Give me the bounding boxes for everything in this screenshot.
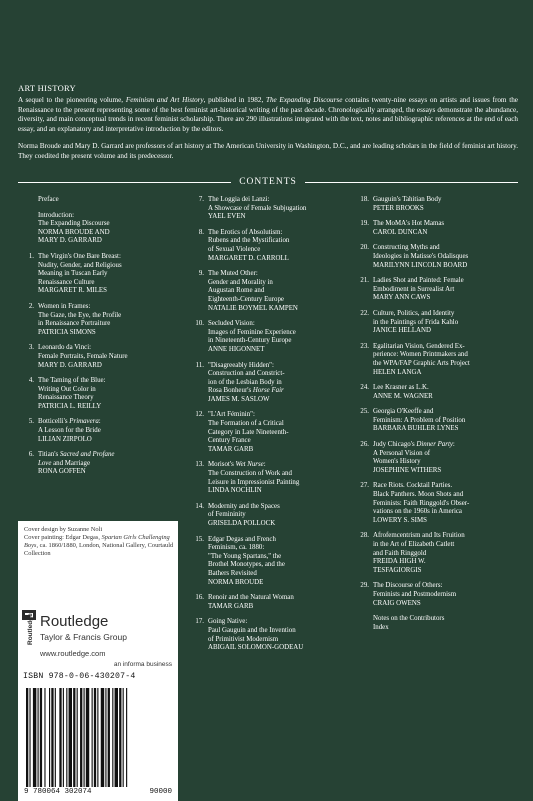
- toc-entry-title: Gauguin's Tahitian Body: [373, 196, 442, 203]
- barcode-number: 9 780064 302074: [24, 788, 92, 796]
- toc-entry-title: "L'Art Féminin": The Formation of a Critical Category in Late Nineteenth- Century France: [208, 411, 289, 445]
- toc-entry-title: Ladies Shot and Painted: Female Embodiment in Surrealist Art: [373, 277, 464, 293]
- toc-entry-number: 25.: [360, 408, 369, 416]
- toc-entry-title: Botticelli's Primavera: A Lesson for the Bride: [38, 418, 101, 435]
- barcode: [22, 688, 172, 787]
- toc-entry-title: Women in Frames: The Gaze, the Eye, the Profile in Renaissance Portraiture: [38, 302, 122, 328]
- toc-entry-number: 4.: [28, 377, 34, 385]
- toc-entry-number: 22.: [360, 309, 369, 317]
- toc-entry-author: TAMAR GARB: [208, 602, 254, 610]
- toc-entry-number: 12.: [195, 411, 204, 419]
- toc-entry-title: The Loggia dei Lanzi: A Showcase of Female Subjugation: [208, 196, 307, 212]
- toc-entry-author: MARY ANN CAWS: [373, 294, 431, 302]
- toc-entry: [355, 310, 520, 336]
- toc-entry: [20, 377, 175, 411]
- toc-entry-author: JOSEPHINE WITHERS: [373, 466, 442, 474]
- toc-entry: [190, 196, 355, 222]
- toc-entry-title: The Taming of the Blue: Writing Out Color in Renaissance Theory: [38, 377, 106, 402]
- toc-entry: [355, 482, 520, 525]
- toc-entry: [190, 320, 355, 354]
- isbn: ISBN 978-0-06-430207-4: [23, 672, 136, 681]
- toc-entry-number: 15.: [195, 535, 204, 543]
- barcode-price: 90000: [149, 788, 172, 796]
- toc-entry-title: The MoMA's Hot Mamas: [373, 220, 445, 228]
- toc-entry-author: ANNE M. WAGNER: [373, 392, 433, 400]
- toc-entry-title: The Discourse of Others: Feminists and Postmodernism: [373, 582, 457, 598]
- toc-entry-author: ABIGAIL SOLOMON-GODEAU: [208, 644, 304, 652]
- toc-entry-number: 21.: [360, 277, 369, 285]
- toc-entry-number: 9.: [198, 270, 204, 278]
- editors-bio: Norma Broude and Mary D. Garrard are professors of art history at The American University in Washington, D.C., and are leading scholars in the field of feminist art history. They coedited the present volume and its predecessor.: [18, 142, 518, 160]
- cover-credits: Cover design by Suzanne Noli Cover painting: Edgar Degas, Spartan Girls Challenging Boys, ca. 1860/1880, London, National Gallery, Courtauld Collection: [24, 526, 174, 557]
- toc-entry-author: NATALIE BOYMEL KAMPEN: [208, 304, 298, 312]
- toc-entry-author: PATRICIA SIMONS: [38, 328, 96, 336]
- toc-entry: [355, 384, 520, 401]
- toc-entry-author: LILIAN ZIRPOLO: [38, 435, 92, 443]
- toc-entry-author: GRISELDA POLLOCK: [208, 520, 276, 527]
- toc-entry-author: LOWERY S. SIMS: [373, 516, 427, 524]
- toc-entry-title: The Muted Other: Gender and Morality in Augustan Rome and Eighteenth-Century Europe: [208, 270, 284, 303]
- toc-entry-author: NORMA BROUDE AND MARY D. GARRARD: [38, 228, 110, 245]
- toc-entry: [20, 418, 175, 444]
- toc-entry: [355, 408, 520, 434]
- toc-entry-title: Culture, Politics, and Identity in the Paintings of Frida Kahlo: [373, 309, 459, 326]
- toc-entry-title: Preface: [38, 196, 59, 203]
- toc-entry-title: "Disagreeably Hidden": Construction and Constrict- ion of the Lesbian Body in Rosa Bonheur's Horse Fair: [208, 361, 285, 395]
- toc-entry-title: Notes on the Contributors Index: [373, 615, 445, 631]
- routledge-logo-icon: [22, 610, 36, 646]
- toc-entry-number: 6.: [28, 451, 34, 459]
- toc-entry-number: 27.: [360, 482, 369, 490]
- toc-entry: [190, 411, 355, 454]
- toc-entry-title: The Erotics of Absolutism: Rubens and the Mystification of Sexual Violence: [208, 228, 290, 253]
- toc-entry-title: Secluded Vision: Images of Feminine Experience in Nineteenth-Century Europe: [208, 320, 296, 345]
- toc-entry-number: 8.: [198, 228, 204, 236]
- toc-entry-title: Edgar Degas and French Feminism, ca. 1880: "The Young Spartans," the Brothel Monotypes, and the Bathers Revisited: [208, 535, 285, 577]
- toc-column-3: [355, 196, 520, 639]
- toc-entry: [20, 451, 175, 477]
- toc-entry: [355, 220, 520, 237]
- rule-left: [18, 182, 231, 183]
- rule-right: [305, 182, 518, 183]
- toc-entry-number: 2.: [28, 302, 34, 310]
- toc-entry-number: 20.: [360, 244, 369, 252]
- toc-entry-title: Modernity and the Spaces of Femininity: [208, 502, 280, 519]
- toc-entry-author: PETER BROOKS: [373, 204, 424, 212]
- toc-entry-number: 18.: [360, 196, 369, 203]
- toc-entry-title: Titian's Sacred and Profane Love and Marriage: [38, 451, 115, 467]
- contents-title: CONTENTS: [239, 177, 297, 187]
- routledge-logo-text: Routledge: [27, 613, 34, 645]
- toc-entry-author: RONA GOFFEN: [38, 468, 86, 476]
- informa-tagline: an informa business: [113, 661, 172, 668]
- toc-entry: [190, 461, 355, 495]
- toc-entry-author: CAROL DUNCAN: [373, 228, 428, 236]
- toc-entry-author: TAMAR GARB: [208, 445, 254, 453]
- toc-entry: [190, 229, 355, 263]
- toc-entry: [20, 212, 175, 246]
- toc-entry: [190, 503, 355, 529]
- toc-entry-number: 16.: [195, 594, 204, 602]
- toc-entry: [355, 196, 520, 213]
- toc-entry-author: ANNE HIGONNET: [208, 345, 265, 353]
- toc-entry-author: PATRICIA L. REILLY: [38, 402, 102, 410]
- toc-entry: [190, 594, 355, 611]
- toc-entry-author: JANICE HELLAND: [373, 327, 431, 335]
- toc-entry-title: Georgia O'Keeffe and Feminism: A Problem of Position: [373, 408, 466, 424]
- book-description: A sequel to the pioneering volume, Feminism and Art History, published in 1982, The Expanding Discourse contains twenty-nine essays on artists and issues from the Renaissance to the present representing some of the best feminist art-historical writing of the past decade. Chronologically arranged, the essays demonstrate the abundance, diversity, and main conceptual trends in recent feminist scholarship. There are 290 illustrations integrated with the text, notes and bibliographic references at the end of each essay, and an explanatory and interpretative introduction by the editors.: [18, 96, 518, 133]
- toc-entry-number: 28.: [360, 532, 369, 540]
- toc-entry: [20, 303, 175, 337]
- toc-entry: [355, 615, 520, 632]
- toc-entry-author: MARGARET D. CARROLL: [208, 254, 289, 262]
- toc-entry: [355, 277, 520, 303]
- toc-entry-title: Renoir and the Natural Woman: [208, 594, 294, 602]
- toc-entry-author: FREIDA HIGH W. TESFAGIORGIS: [373, 558, 426, 574]
- toc-entry-author: NORMA BROUDE: [208, 578, 264, 586]
- toc-entry: [355, 441, 520, 475]
- toc-entry-number: 19.: [360, 220, 369, 228]
- toc-entry: [20, 344, 175, 370]
- toc-entry-title: Afrofemcentrism and Its Fruition in the Art of Elizabeth Catlett and Faith Ringgold: [373, 532, 465, 557]
- book-title-1: Feminism and Art History: [125, 96, 204, 104]
- toc-entry-title: Morisot's Wet Nurse: The Construction of Work and Leisure in Impressionist Painting: [208, 461, 300, 486]
- toc-entry-author: YAEL EVEN: [208, 213, 246, 221]
- toc-entry-title: Egalitarian Vision, Gendered Ex- perience: Women Printmakers and the WPA/FAP Graphic Arts Project: [373, 342, 470, 367]
- toc-entry-number: 13.: [195, 461, 204, 469]
- toc-entry: [20, 196, 175, 205]
- toc-entry-title: Going Native: Paul Gauguin and the Invention of Primitivist Modernism: [208, 618, 296, 643]
- toc-entry-author: JAMES M. SASLOW: [208, 395, 270, 403]
- toc-entry-title: Introduction: The Expanding Discourse: [38, 211, 110, 228]
- toc-entry-title: Judy Chicago's Dinner Party: A Personal Vision of Women's History: [373, 441, 455, 466]
- publisher-group: Taylor & Francis Group: [40, 632, 127, 642]
- toc-entry-title: Lee Krasner as L.K.: [373, 384, 429, 392]
- toc-entry-author: MARY D. GARRARD: [38, 361, 102, 369]
- toc-entry-number: 7.: [198, 196, 204, 203]
- toc-entry: [190, 536, 355, 588]
- toc-entry-number: 10.: [195, 320, 204, 328]
- toc-entry-number: 17.: [195, 618, 204, 626]
- toc-entry: [20, 253, 175, 296]
- toc-entry: [190, 362, 355, 405]
- toc-entry-author: MARILYNN LINCOLN BOARD: [373, 261, 468, 269]
- contents-heading: [18, 175, 518, 189]
- toc-entry-number: 26.: [360, 441, 369, 449]
- toc-entry: [190, 270, 355, 313]
- publisher-panel: [18, 521, 178, 801]
- toc-entry-number: 5.: [28, 418, 34, 426]
- toc-entry: [355, 582, 520, 608]
- section-label: ART HISTORY: [18, 83, 76, 93]
- toc-entry-author: HELEN LANGA: [373, 368, 422, 376]
- toc-entry-title: Constructing Myths and Ideologies in Matisse's Odalisques: [373, 244, 469, 260]
- toc-entry-number: 29.: [360, 582, 369, 590]
- publisher-name: Routledge: [40, 613, 109, 630]
- toc-entry-title: The Virgin's One Bare Breast: Nudity, Gender, and Religious Meaning in Tuscan Early Renaissance Culture: [38, 252, 122, 286]
- toc-entry-title: Leonardo da Vinci: Female Portraits, Female Nature: [38, 344, 128, 360]
- toc-entry-number: 11.: [195, 361, 204, 369]
- toc-entry-author: BARBARA BUHLER LYNES: [373, 425, 459, 433]
- toc-entry: [190, 618, 355, 652]
- toc-entry-number: 23.: [360, 342, 369, 350]
- toc-entry-title: Race Riots. Cocktail Parties. Black Panthers. Moon Shots and Feminists: Faith Ringgold's Obser- vations on the 1960s in America: [373, 482, 470, 516]
- toc-entry-author: MARGARET R. MILES: [38, 287, 107, 295]
- toc-entry: [355, 343, 520, 377]
- toc-entry: [355, 532, 520, 575]
- toc-entry-author: LINDA NOCHLIN: [208, 487, 262, 495]
- toc-entry-number: 1.: [28, 252, 34, 260]
- publisher-url: www.routledge.com: [40, 649, 106, 658]
- toc-entry: [355, 244, 520, 270]
- book-title-2: The Expanding Discourse: [265, 96, 343, 104]
- toc-entry-number: 24.: [360, 384, 369, 392]
- toc-entry-author: CRAIG OWENS: [373, 599, 421, 607]
- toc-entry-number: 3.: [28, 344, 34, 352]
- toc-column-2: [190, 196, 355, 660]
- toc-column-1: [20, 196, 175, 484]
- toc-entry-number: 14.: [195, 502, 204, 510]
